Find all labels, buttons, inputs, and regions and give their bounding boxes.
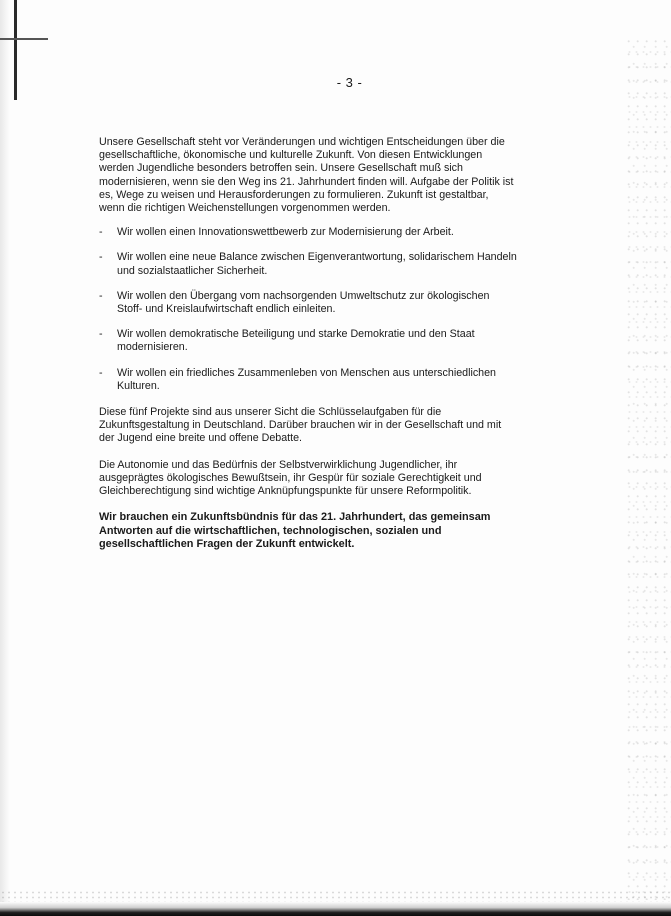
page-number: - 3 - — [336, 75, 363, 90]
list-item — [99, 290, 517, 316]
list-item — [99, 328, 517, 354]
bullet-dash: - — [99, 366, 103, 379]
list-item-text: Wir wollen einen Innovationswettbewerb zur Modernisierung der Arbeit. — [117, 226, 454, 239]
autonomy-paragraph: Die Autonomie und das Bedürfnis der Selbstverwirklichung Jugendlicher, ihr ausgeprägtes ökologisches Bewußtsein, ihr Gespür für soziale Gerechtigkeit und Gleichberechtigung sind wichtige Anknüpfungspunkte für unsere Reformpolitik. — [99, 458, 482, 498]
list-item — [99, 367, 517, 393]
list-item — [99, 226, 517, 239]
bullet-dash: - — [99, 328, 103, 341]
list-item-text: Wir wollen ein friedliches Zusammenleben von Menschen aus unterschiedlichen Kulturen. — [117, 366, 497, 392]
bullet-dash: - — [99, 226, 103, 239]
project-list — [99, 226, 517, 393]
list-item-text: Wir wollen den Übergang vom nachsorgenden Umweltschutz zur ökologischen Stoff- und Kreislaufwirtschaft endlich einleiten. — [117, 289, 490, 316]
conclusion-paragraph: Wir brauchen ein Zukunftsbündnis für das 21. Jahrhundert, das gemeinsam Antworten auf die wirtschaftlichen, technologischen, sozialen und gesellschaftlichen Fragen der Zukunft entwickelt. — [99, 511, 491, 551]
list-item-text: Wir wollen demokratische Beteiligung und starke Demokratie und den Staat modernisieren. — [117, 328, 475, 354]
scan-artifact-line — [0, 38, 48, 40]
bullet-dash: - — [99, 251, 103, 264]
intro-paragraph: Unsere Gesellschaft steht vor Veränderungen und wichtigen Entscheidungen über die gesellschaftliche, ökonomische und kulturelle Zukunft. Von diesen Entwicklungen werden Jugendliche besonders betroffen sein. Unsere Gesellschaft muß sich modernisieren, wenn sie den Weg ins 21. Jahrhundert finden will. Aufgabe der Politik ist es, Wege zu weisen und Herausforderungen zu formulieren. Zukunft ist gestaltbar, wenn die richtigen Weichenstellungen vorgenommen werden. — [99, 136, 514, 215]
document-body — [99, 136, 517, 552]
list-item-text: Wir wollen eine neue Balance zwischen Eigenverantwortung, solidarischem Handeln und sozialstaatlicher Sicherheit. — [117, 251, 517, 277]
list-item — [99, 251, 517, 277]
bullet-dash: - — [99, 289, 103, 302]
scan-shadow-left — [0, 0, 10, 916]
scan-edge-bottom — [0, 902, 671, 916]
key-tasks-paragraph: Diese fünf Projekte sind aus unserer Sicht die Schlüsselaufgaben für die Zukunftsgestaltung in Deutschland. Darüber brauchen wir in der Gesellschaft und mit der Jugend eine breite und offene Debatte. — [99, 406, 502, 445]
scan-noise-right — [626, 40, 671, 900]
